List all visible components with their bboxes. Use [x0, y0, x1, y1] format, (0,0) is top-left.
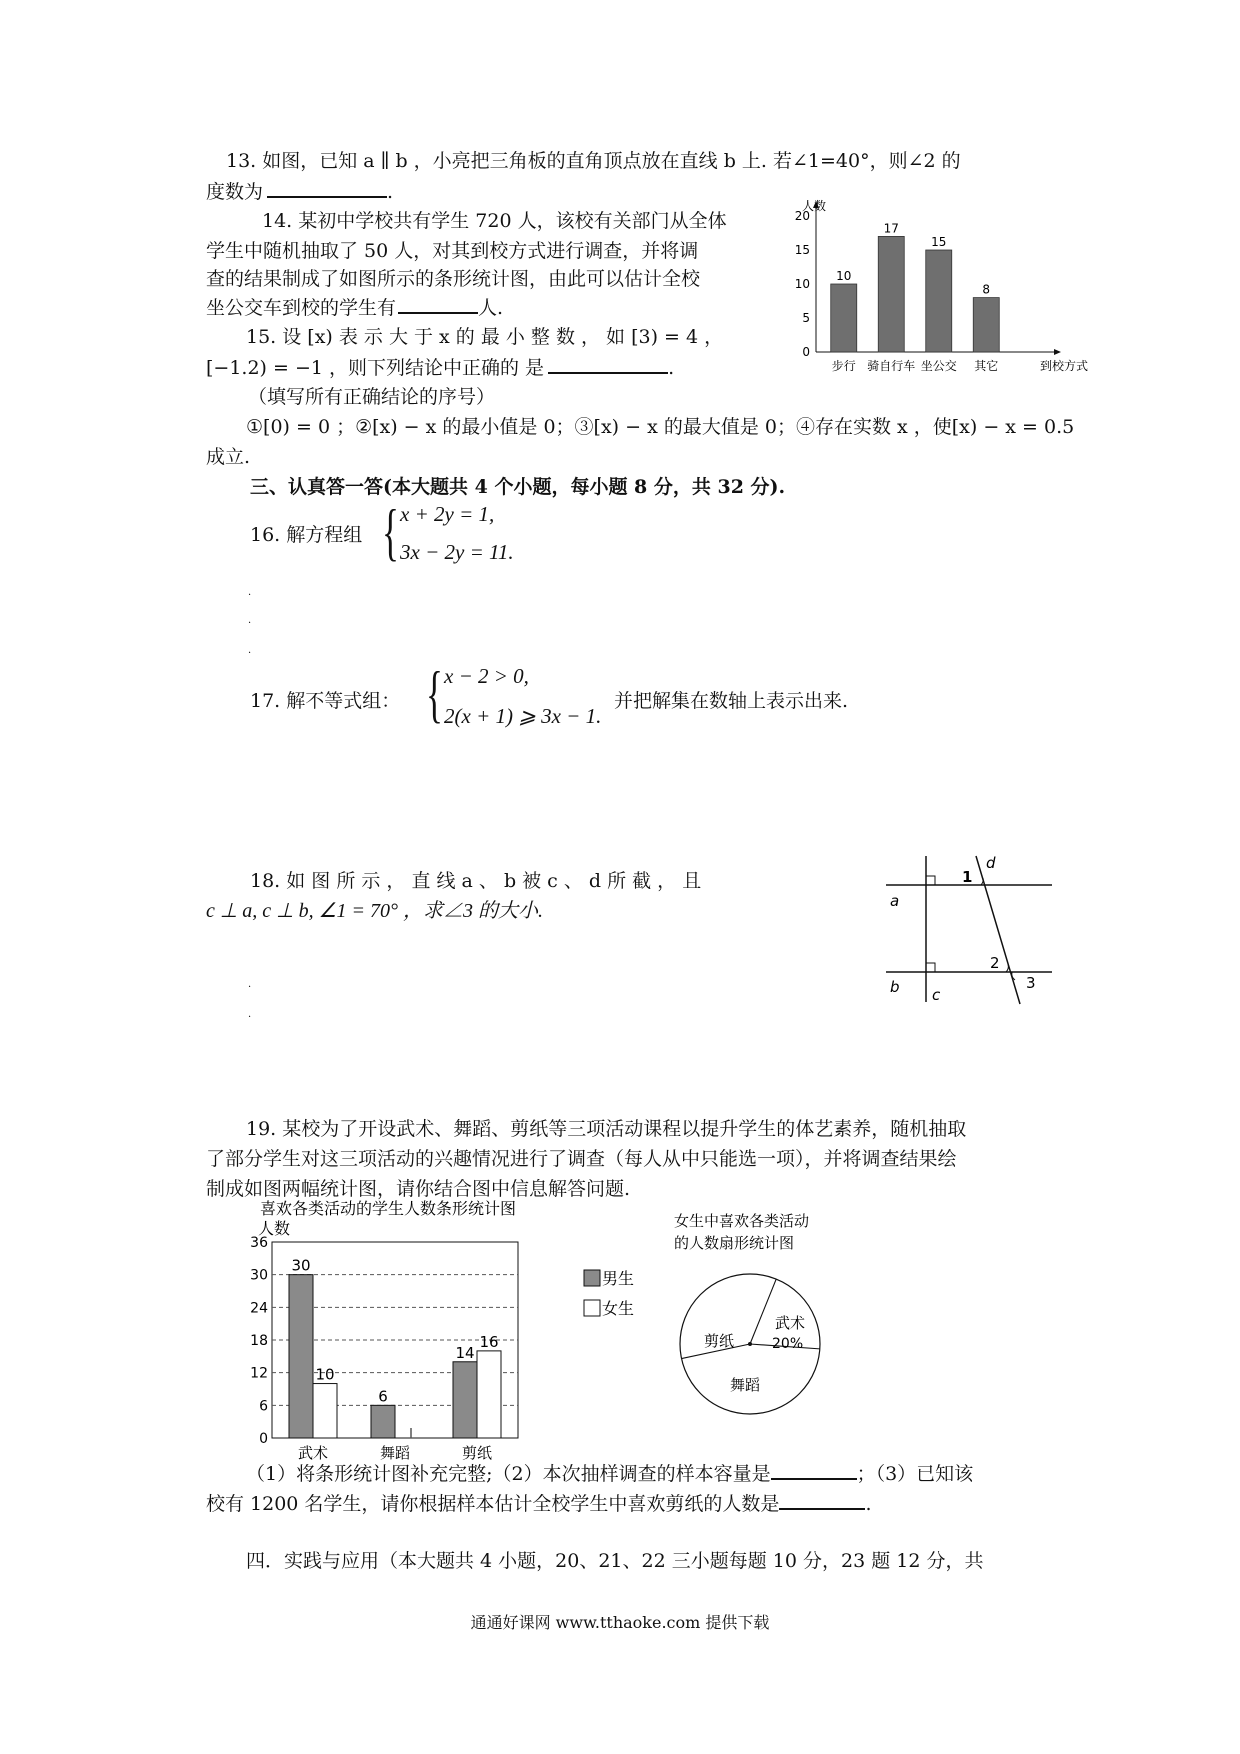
bar-value-label: 10 — [315, 1365, 335, 1384]
right-angle-mark-a — [926, 876, 935, 885]
x-tick-label: 武术 — [297, 1444, 329, 1462]
answer-blank-19-2[interactable] — [771, 1460, 857, 1480]
q14-line4-end: 人. — [478, 297, 504, 319]
x-tick-label: 舞蹈 — [379, 1444, 411, 1462]
q15-line2-text: [−1.2) = −1 ，则下列结论中正确的 是 — [206, 357, 545, 379]
q17-eq2: 2(x + 1) ⩾ 3x − 1. — [444, 704, 602, 728]
q13-line2-end: . — [387, 181, 394, 203]
x-axis-label: 到校方式 — [1040, 359, 1089, 373]
bar-value-label: 14 — [455, 1343, 475, 1362]
x-tick-label: 坐公交 — [920, 359, 957, 373]
bar — [831, 284, 857, 352]
q19-line3: 制成如图两幅统计图，请你结合图中信息解答问题. — [206, 1178, 631, 1200]
pie-title-line1: 女生中喜欢各类活动 — [674, 1212, 810, 1230]
y-tick-label: 6 — [259, 1398, 268, 1415]
label-b: b — [890, 978, 900, 996]
q17-brace: { — [426, 658, 443, 729]
x-tick-label: 步行 — [831, 359, 856, 373]
q13-line1: 13. 如图，已知 a ∥ b ，小亮把三角板的直角顶点放在直线 b 上. 若∠1=40°，则∠2 的 — [226, 150, 961, 172]
label-d: d — [986, 854, 996, 872]
y-tick-label: 0 — [802, 345, 810, 359]
y-tick-label: 20 — [794, 209, 810, 223]
q17-eq1: x − 2 > 0, — [444, 664, 529, 688]
y-tick-label: 12 — [250, 1365, 268, 1382]
y-tick-label: 18 — [250, 1333, 268, 1349]
x-tick-label: 剪纸 — [461, 1444, 493, 1462]
bar-value-label: 16 — [479, 1332, 499, 1351]
section-3-heading: 三、认真答一答(本大题共 4 个小题，每小题 8 分，共 32 分). — [250, 476, 786, 498]
x-tick-label: 其它 — [974, 359, 999, 373]
x-axis-arrow — [1054, 349, 1061, 355]
q13-line2 — [206, 178, 393, 205]
angle-2-arc — [1006, 964, 1008, 972]
q13-line2-text: 度数为 — [206, 181, 264, 203]
bar — [926, 250, 952, 352]
y-tick-label: 24 — [250, 1300, 268, 1317]
margin-dot: · — [248, 590, 252, 601]
y-tick-label: 0 — [259, 1431, 268, 1447]
bar — [878, 236, 904, 352]
y-axis-label: 人数 — [258, 1219, 291, 1238]
q19-line2: 了部分学生对这三项活动的兴趣情况进行了调查（每人从中只能选一项），并将调查结果绘 — [206, 1148, 957, 1170]
bar-value-label: 6 — [378, 1387, 388, 1406]
q19-line1: 19. 某校为了开设武术、舞蹈、剪纸等三项活动课程以提升学生的体艺素养，随机抽取 — [246, 1118, 967, 1140]
pie-slice-value: 20% — [772, 1336, 804, 1352]
q14-line4 — [206, 294, 503, 321]
answer-blank-13[interactable] — [267, 178, 387, 198]
label-angle-1: 1 — [962, 868, 973, 886]
pie-center — [748, 1342, 752, 1346]
answer-blank-19-3[interactable] — [779, 1490, 865, 1510]
label-angle-2: 2 — [990, 954, 1000, 972]
q15-line1: 15. 设 [x) 表 示 大 于 x 的 最 小 整 数 ， 如 [3) = 4 ， — [246, 326, 724, 348]
q19-sub2-text: 校有 1200 名学生，请你根据样本估计全校学生中喜欢剪纸的人数是 — [206, 1493, 780, 1515]
legend-swatch — [584, 1300, 600, 1316]
bar — [973, 298, 999, 352]
margin-dot: · — [248, 1012, 252, 1023]
bar — [289, 1275, 313, 1438]
parallel-lines-figure — [880, 852, 1060, 1012]
q15-line4: ①[0) = 0 ；②[x) − x 的最小值是 0；③[x) − x 的最大值是 0；④存在实数 x ，使[x) − x = 0.5 — [246, 416, 1075, 438]
bar — [453, 1362, 477, 1438]
legend-label: 男生 — [602, 1269, 635, 1288]
bar-value-label: 30 — [291, 1256, 311, 1275]
q15-line2-end: . — [668, 357, 675, 379]
q18-line2: c ⊥ a, c ⊥ b, ∠1 = 70° ，求∠3 的大小. — [206, 900, 544, 922]
y-tick-label: 15 — [794, 243, 810, 257]
activities-bar-chart — [240, 1200, 660, 1460]
right-angle-mark-b — [926, 963, 935, 972]
q14-line2: 学生中随机抽取了 50 人，对其到校方式进行调查，并将调 — [206, 240, 699, 262]
q17-label: 17. 解不等式组： — [250, 690, 401, 712]
chart-title: 喜欢各类活动的学生人数条形统计图 — [260, 1199, 517, 1218]
pie-title-line2: 的人数扇形统计图 — [674, 1234, 795, 1252]
q16-eq2: 3x − 2y = 11. — [400, 540, 514, 564]
q16-eq1: x + 2y = 1, — [400, 502, 495, 526]
q16-label: 16. 解方程组 — [250, 524, 363, 546]
bar-value-label: 17 — [883, 221, 899, 236]
y-axis-label: 人数 — [802, 199, 827, 213]
page-footer: 通通好课网 www.tthaoke.com 提供下载 — [470, 1613, 770, 1632]
q14-line1: 14. 某初中学校共有学生 720 人，该校有关部门从全体 — [262, 210, 727, 232]
legend-swatch — [584, 1270, 600, 1286]
y-tick-label: 10 — [794, 277, 810, 291]
q17-tail: 并把解集在数轴上表示出来. — [614, 690, 849, 712]
girls-pie-chart — [660, 1210, 890, 1440]
commute-bar-chart — [780, 198, 1089, 380]
q18-line1: 18. 如 图 所 示 ， 直 线 a 、 b 被 c 、 d 所 截 ， 且 — [250, 870, 702, 892]
q19-sub2 — [206, 1490, 871, 1517]
label-a: a — [890, 892, 900, 910]
pie-slice-label: 武术 — [775, 1314, 806, 1332]
q19-sub1-text: （1）将条形统计图补充完整;（2）本次抽样调查的样本容量是 — [246, 1463, 771, 1485]
y-tick-label: 5 — [802, 311, 810, 325]
answer-blank-15[interactable] — [548, 354, 668, 374]
q14-line4-text: 坐公交车到校的学生有 — [206, 297, 397, 319]
pie-slice-label: 剪纸 — [704, 1332, 735, 1350]
bar — [313, 1384, 337, 1438]
q16-brace: { — [382, 496, 399, 567]
y-tick-label: 36 — [250, 1235, 268, 1251]
q19-sub1 — [246, 1460, 973, 1487]
label-angle-3: 3 — [1026, 974, 1036, 992]
bar-value-label: 8 — [982, 282, 991, 297]
legend-label: 女生 — [602, 1299, 635, 1318]
margin-dot: · — [248, 618, 252, 629]
margin-dot: · — [248, 982, 252, 993]
label-c: c — [932, 986, 941, 1004]
q14-line3: 查的结果制成了如图所示的条形统计图，由此可以估计全校 — [206, 268, 701, 290]
q19-sub1-mid: ；（3）已知该 — [856, 1463, 974, 1485]
bar — [477, 1351, 501, 1438]
bar-value-label: 15 — [931, 235, 947, 249]
x-tick-label: 骑自行车 — [867, 359, 916, 373]
q19-sub2-end: . — [865, 1493, 872, 1515]
q15-line5: 成立. — [206, 446, 251, 468]
q15-line2 — [206, 354, 674, 381]
q15-line3: （填写所有正确结论的序号） — [248, 386, 496, 408]
section-4-heading: 四．实践与应用（本大题共 4 小题，20、21、22 三小题每题 10 分，23 题 12 分，共 — [246, 1550, 984, 1572]
margin-dot: · — [248, 648, 252, 659]
answer-blank-14[interactable] — [398, 294, 478, 314]
bar-value-label: 10 — [836, 269, 852, 283]
pie-slice-label: 舞蹈 — [730, 1376, 761, 1394]
bar — [371, 1405, 395, 1438]
y-tick-label: 30 — [250, 1267, 268, 1284]
